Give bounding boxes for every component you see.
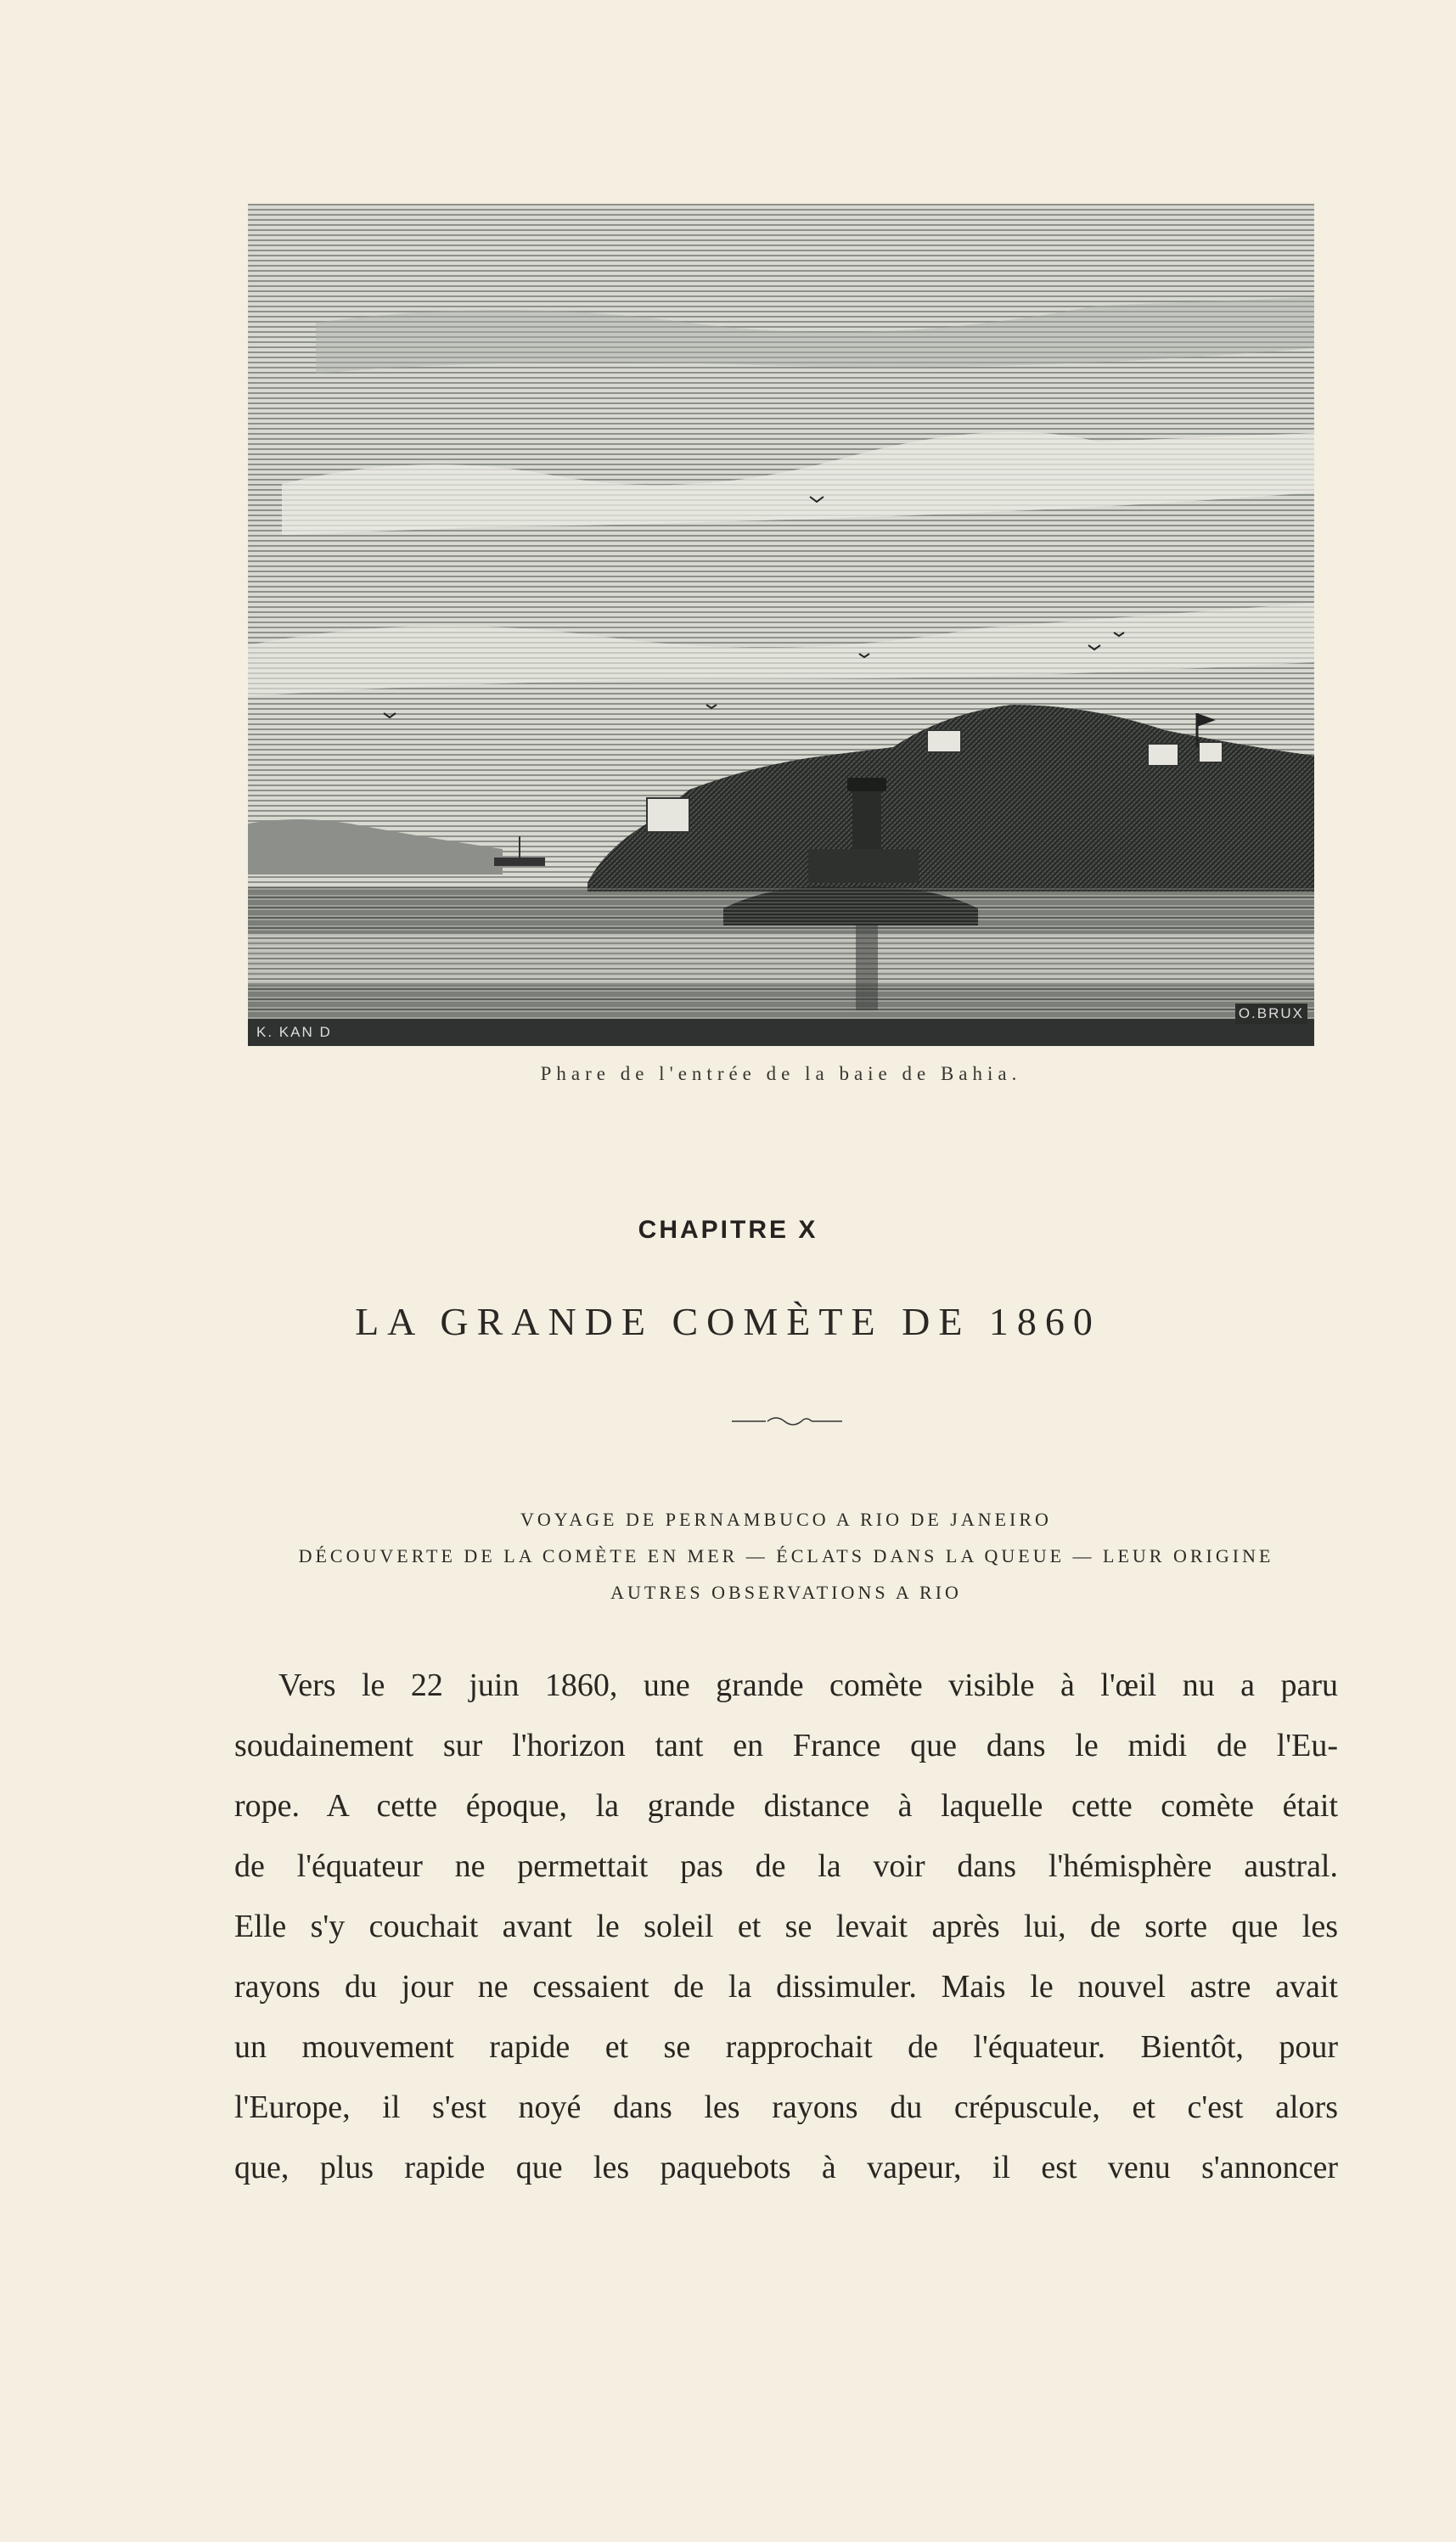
engraver-signature-right: O.BRUX xyxy=(1235,1004,1307,1024)
text-line: rayons du jour ne cessaient de la dissimuler. Mais le nouvel astre avait xyxy=(234,1969,1338,2005)
summary-line: DÉCOUVERTE DE LA COMÈTE EN MER — ÉCLATS DANS LA QUEUE — LEUR ORIGINE xyxy=(298,1545,1274,1566)
body-paragraph xyxy=(234,1656,1338,2198)
text-line: que, plus rapide que les paquebots à vapeur, il est venu s'annoncer xyxy=(234,2150,1338,2185)
text-line: Elle s'y couchait avant le soleil et se levait après lui, de sorte que les xyxy=(234,1909,1338,1944)
engraving-lighthouse-bay-icon xyxy=(248,204,1314,1046)
engraving-illustration xyxy=(248,204,1314,1046)
text-line: soudainement sur l'horizon tant en France que dans le midi de l'Eu- xyxy=(234,1728,1338,1763)
text-line: Vers le 22 juin 1860, une grande comète visible à l'œil nu a paru xyxy=(278,1667,1338,1703)
chapter-title: LA GRANDE COMÈTE DE 1860 xyxy=(355,1300,1101,1343)
chapter-number: CHAPITRE X xyxy=(638,1216,818,1244)
text-line: un mouvement rapide et se rapprochait de l'équateur. Bientôt, pour xyxy=(234,2029,1338,2065)
text-line: de l'équateur ne permettait pas de la voir dans l'hémisphère austral. xyxy=(234,1848,1338,1884)
summary-line: VOYAGE DE PERNAMBUCO A RIO DE JANEIRO xyxy=(520,1509,1052,1530)
ornament-divider-icon xyxy=(732,1413,842,1430)
text-line: rope. A cette époque, la grande distance à laquelle cette comète était xyxy=(234,1788,1338,1824)
illustration-caption: Phare de l'entrée de la baie de Bahia. xyxy=(540,1063,1022,1084)
text-line: l'Europe, il s'est noyé dans les rayons du crépuscule, et c'est alors xyxy=(234,2089,1338,2125)
engraver-signature-left: K. KAN D xyxy=(256,1024,332,1040)
summary-line: AUTRES OBSERVATIONS A RIO xyxy=(610,1582,962,1603)
chapter-summary xyxy=(234,1501,1338,1611)
